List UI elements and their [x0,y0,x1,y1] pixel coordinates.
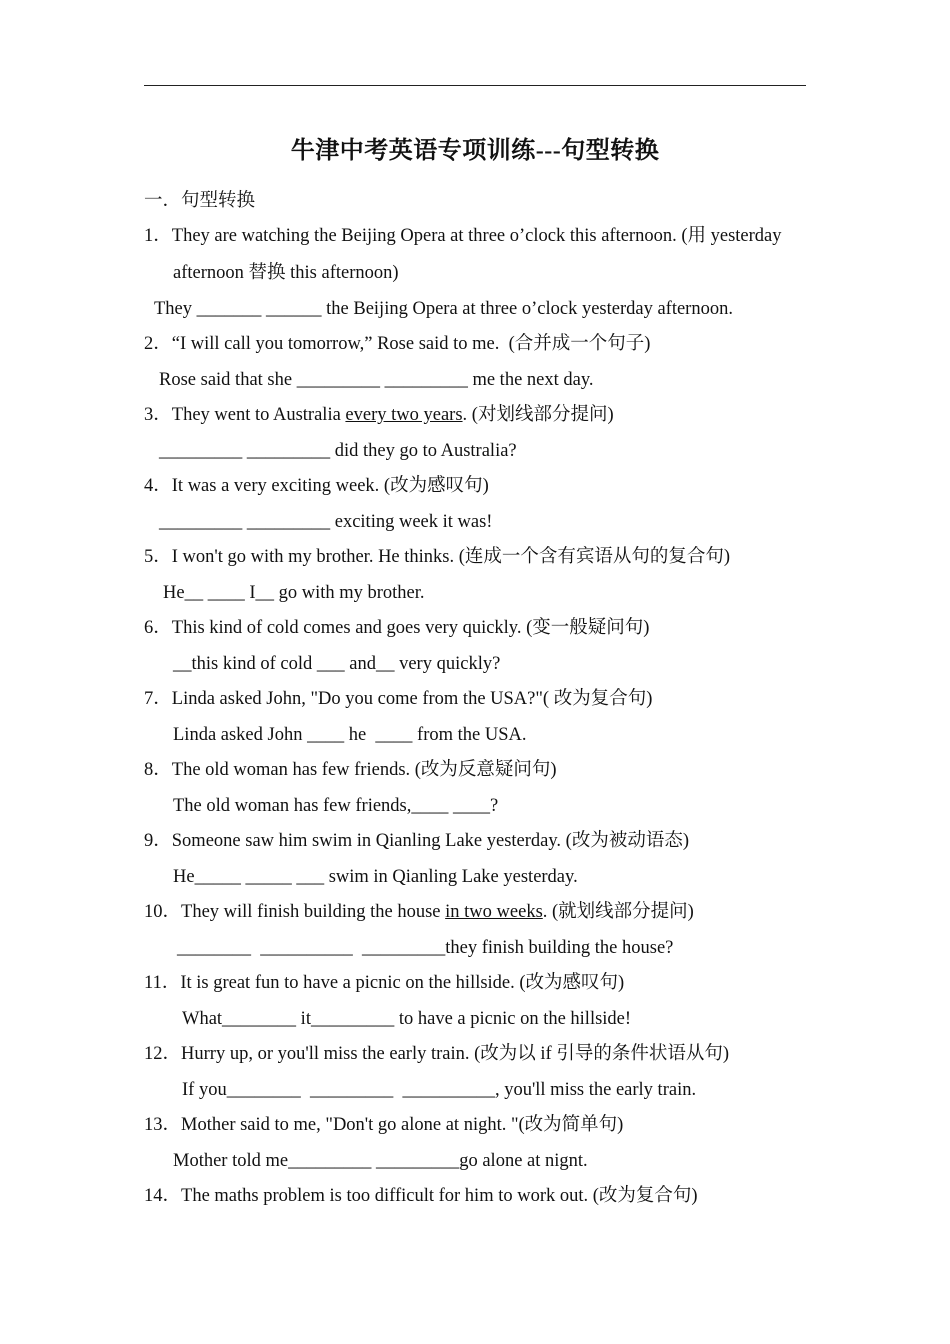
question-6 [144,616,649,640]
question-number: 12． [144,1044,182,1064]
question-2 [144,332,650,356]
answer-line-3: _________ _________ did they go to Australia? [159,441,517,461]
question-7 [144,687,652,711]
answer-line-10: ________ __________ _________they finish building the house? [177,938,674,958]
question-12 [144,1042,729,1066]
question-text: The old woman has few friends. (改为反意疑问句) [171,760,557,780]
question-14 [144,1184,698,1208]
header-rule [144,85,806,86]
question-instruction: . (对划线部分提问) [462,405,614,425]
question-11 [144,971,624,995]
question-number: 3． [144,405,172,425]
answer-line-5: He__ ____ I__ go with my brother. [163,583,425,603]
question-text: I won't go with my brother. He thinks. (连成一个含有宾语从句的复合句) [171,547,731,567]
question-13 [144,1113,623,1137]
question-text: It is great fun to have a picnic on the hillside. (改为感叹句) [180,973,625,993]
answer-line-8: The old woman has few friends,____ ____? [173,796,499,816]
section-heading: 一．句型转换 [144,191,256,211]
question-9 [144,829,689,853]
question-number: 5． [144,547,172,567]
question-number: 11． [144,973,181,993]
question-number: 8． [144,760,172,780]
question-number: 1． [144,226,172,246]
underlined-phrase: every two years [345,405,463,425]
page-title: 牛津中考英语专项训练---句型转换 [290,138,660,164]
question-text: “I will call you tomorrow,” Rose said to me. (合并成一个句子) [171,334,651,354]
answer-line-2: Rose said that she _________ _________ me the next day. [159,370,594,390]
question-number: 2． [144,334,172,354]
question-number: 4． [144,476,172,496]
answer-line-11: What________ it_________ to have a picnic on the hillside! [182,1009,632,1029]
question-text: Mother said to me, "Don't go alone at night. "(改为简单句) [181,1115,624,1135]
answer-line-13: Mother told me_________ _________go alone at nignt. [173,1151,588,1171]
question-3 [144,403,614,427]
question-number: 7． [144,689,172,709]
question-number: 13． [144,1115,182,1135]
answer-line-6: __this kind of cold ___ and__ very quickly? [173,654,501,674]
question-text: They are watching the Beijing Opera at three o’clock this afternoon. (用 yesterday [171,226,782,246]
question-number: 14． [144,1186,182,1206]
question-4 [144,474,489,498]
question-8 [144,758,557,782]
question-10 [144,900,694,924]
question-text: It was a very exciting week. (改为感叹句) [171,476,489,496]
question-text: The maths problem is too difficult for him to work out. (改为复合句) [181,1186,698,1206]
answer-line-1: They _______ ______ the Beijing Opera at three o’clock yesterday afternoon. [154,299,733,319]
question-text: They went to Australia [171,405,346,425]
question-instruction: . (就划线部分提问) [542,902,694,922]
question-number: 9． [144,831,172,851]
question-text: Hurry up, or you'll miss the early train. (改为以 if 引导的条件状语从句) [181,1044,729,1064]
underlined-phrase: in two weeks [445,902,543,922]
question-text: They will finish building the house [181,902,446,922]
question-text: This kind of cold comes and goes very quickly. (变一般疑问句) [171,618,650,638]
answer-line-9: He_____ _____ ___ swim in Qianling Lake yesterday. [173,867,578,887]
question-text: Linda asked John, "Do you come from the USA?"( 改为复合句) [171,689,653,709]
answer-line-12: If you________ _________ __________, you'll miss the early train. [182,1080,697,1100]
question-text: Someone saw him swim in Qianling Lake yesterday. (改为被动语态) [171,831,689,851]
question-1 [144,224,782,248]
question-number: 10． [144,902,182,922]
question-1-continuation: afternoon 替换 this afternoon) [173,263,399,283]
answer-line-4: _________ _________ exciting week it was! [159,512,493,532]
question-number: 6． [144,618,172,638]
question-5 [144,545,730,569]
answer-line-7: Linda asked John ____ he ____ from the USA. [173,725,527,745]
